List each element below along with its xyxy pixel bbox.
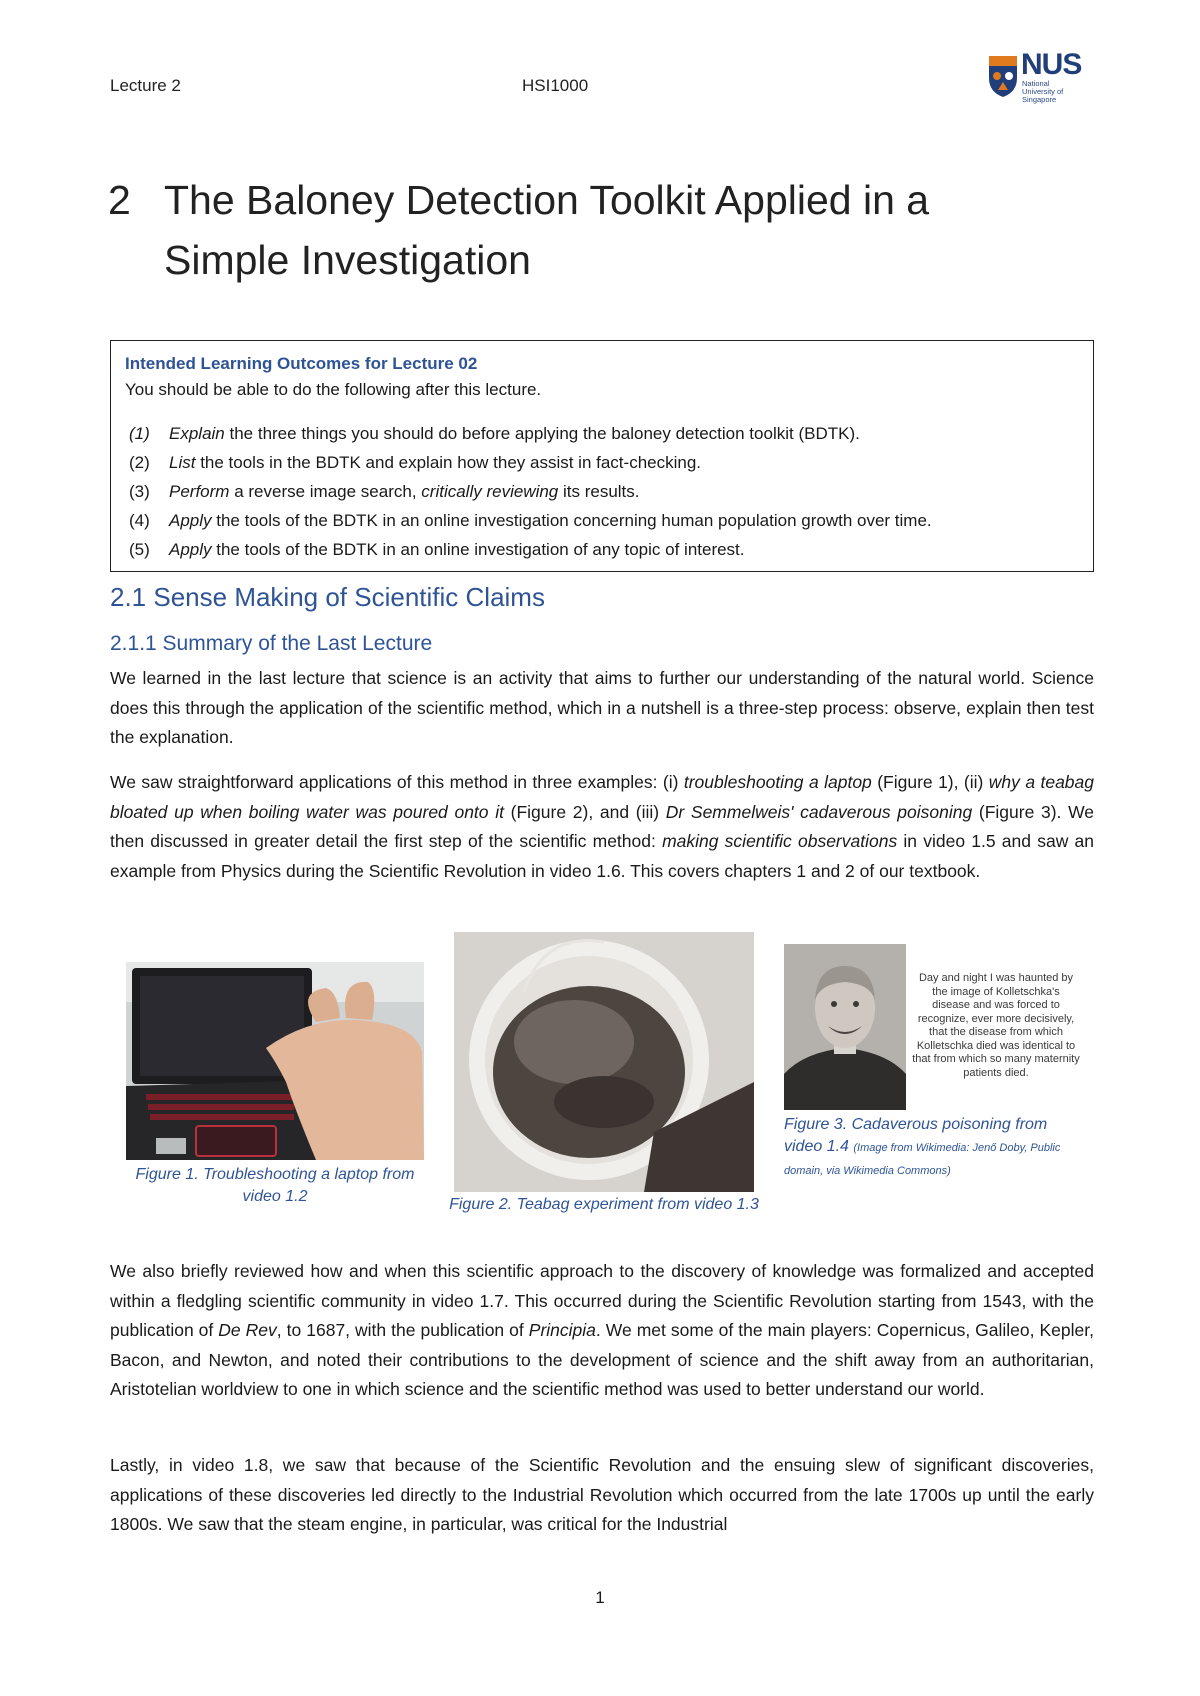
paragraph-text: We also briefly reviewed how and when this scientific approach to the discovery of knowledge was formalized and accepted within a fledgling scientific community in video 1.7. This occurred during the Scientific Revolution starting from 1543, with the publication of bbox=[110, 1261, 1094, 1340]
chapter-title-text: The Baloney Detection Toolkit Applied in a Simple Investigation bbox=[164, 177, 930, 283]
figure-1-image bbox=[126, 962, 424, 1160]
chapter-title bbox=[108, 170, 1058, 290]
paragraph-text: , to 1687, with the publication of bbox=[276, 1320, 529, 1340]
paragraph-emphasis: Principia bbox=[528, 1320, 596, 1340]
figure-2-image bbox=[454, 932, 754, 1192]
section-heading: 2.1 Sense Making of Scientific Claims bbox=[110, 582, 545, 612]
outcome-text: the tools of the BDTK in an online investigation concerning human population growth over time. bbox=[211, 511, 932, 530]
list-marker: (5) bbox=[129, 540, 150, 559]
paragraph-2 bbox=[110, 768, 1094, 886]
subsection-heading: 2.1.1 Summary of the Last Lecture bbox=[110, 632, 433, 655]
learning-outcomes-title: Intended Learning Outcomes for Lecture 02 bbox=[125, 354, 478, 373]
outcome-verb: Perform bbox=[169, 482, 230, 501]
logo-wordmark: NUS bbox=[1021, 48, 1082, 81]
outcome-text: the tools in the BDTK and explain how they assist in fact-checking. bbox=[195, 453, 702, 472]
figure-3-caption-main: Figure 3. Cadaverous poisoning from video 1.4 bbox=[784, 1116, 1048, 1155]
list-marker: (3) bbox=[129, 482, 150, 501]
outcome-text: a reverse image search, bbox=[229, 482, 422, 501]
outcome-verb: Apply bbox=[169, 540, 212, 559]
logo-subtitle: National University of Singapore bbox=[1022, 79, 1064, 104]
list-marker: (4) bbox=[129, 511, 150, 530]
nus-crest-icon bbox=[987, 54, 1019, 98]
figure-1-caption: Figure 1. Troubleshooting a laptop from video 1.2 bbox=[135, 1166, 415, 1205]
paragraph-1: We learned in the last lecture that science is an activity that aims to further our understanding of the natural world. Science does this through the application of the scientific method, which in a nutshell is a three-step process: observe, explain then test the explanation. bbox=[110, 668, 1094, 747]
list-item bbox=[125, 419, 1079, 448]
outcome-text: the three things you should do before applying the baloney detection toolkit (BDTK). bbox=[224, 424, 860, 443]
portrait-quote: Day and night I was haunted by the image of Kolletschka's disease and was forced to recognize, ever more decisively, that the disease from which Kolletschka died was identical to that from which so many maternity patients died. bbox=[912, 972, 1080, 1079]
page-number: 1 bbox=[595, 1588, 605, 1607]
paragraph-emphasis: Dr Semmelweis' cadaverous poisoning bbox=[665, 801, 973, 822]
paragraph-emphasis: De Rev bbox=[218, 1320, 277, 1340]
outcome-verb: Apply bbox=[169, 511, 212, 530]
learning-outcomes-box bbox=[110, 340, 1094, 572]
list-item bbox=[125, 477, 1079, 506]
paragraph-text: in video 1.5 and saw an example from Physics during the Scientific Revolution in video 1.6. This covers chapters 1 and 2 of our textbook. bbox=[110, 831, 1094, 881]
header-course-code: HSI1000 bbox=[522, 76, 589, 95]
paragraph-text: (Figure 3). We then discussed in greater detail the first step of the scientific method: bbox=[110, 801, 1095, 851]
paragraph-text: (Figure 1), (ii) bbox=[871, 772, 989, 792]
figure-2-caption: Figure 2. Teabag experiment from video 1.3 bbox=[449, 1196, 759, 1213]
paragraph-text: We saw straightforward applications of this method in three examples: (i) bbox=[110, 772, 684, 792]
paragraph-emphasis: why a teabag bloated up when boiling water was poured onto it bbox=[110, 772, 1095, 822]
paragraph-text: . We met some of the main players: Copernicus, Galileo, Kepler, Bacon, and Newton, and noted their contributions to the development of science and the shift away from an authoritarian, Aristotelian worldview to one in which science and the scientific method was used to better understand our world. bbox=[110, 1320, 1094, 1399]
learning-outcomes-intro: You should be able to do the following after this lecture. bbox=[125, 380, 542, 399]
list-marker: (2) bbox=[129, 453, 150, 472]
outcome-verb: Explain bbox=[169, 424, 225, 443]
paragraph-emphasis: making scientific observations bbox=[662, 831, 898, 851]
paragraph-3 bbox=[110, 1257, 1094, 1405]
nus-logo bbox=[987, 48, 1097, 108]
paragraph-emphasis: troubleshooting a laptop bbox=[683, 772, 872, 792]
figure-3-caption bbox=[784, 1114, 1084, 1182]
laptop-photo bbox=[126, 962, 424, 1160]
portrait-engraving bbox=[784, 944, 906, 1110]
teabag-photo bbox=[454, 932, 754, 1192]
figure-3-caption-credit: (Image from Wikimedia: Jenő Doby, Public domain, via Wikimedia Commons) bbox=[784, 1142, 1061, 1177]
list-marker: (1) bbox=[129, 424, 150, 443]
list-item bbox=[125, 448, 1079, 477]
header-lecture: Lecture 2 bbox=[110, 76, 181, 95]
learning-outcomes-list bbox=[125, 419, 1079, 564]
paragraph-text: (Figure 2), and (iii) bbox=[503, 801, 666, 822]
outcome-text-tail: its results. bbox=[558, 482, 640, 501]
figure-3-image bbox=[784, 944, 1080, 1110]
outcome-verb: List bbox=[169, 453, 196, 472]
list-item bbox=[125, 506, 1079, 535]
paragraph-4: Lastly, in video 1.8, we saw that because of the Scientific Revolution and the ensuing slew of significant discoveries, applications of these discoveries led directly to the Industrial Revolution which occurred from the late 1700s up until the early 1800s. We saw that the steam engine, in particular, was critical for the Industrial bbox=[110, 1455, 1094, 1534]
chapter-number: 2 bbox=[108, 177, 131, 223]
outcome-text: the tools of the BDTK in an online investigation of any topic of interest. bbox=[211, 540, 745, 559]
list-item bbox=[125, 535, 1079, 564]
outcome-emphasis: critically reviewing bbox=[421, 482, 559, 501]
